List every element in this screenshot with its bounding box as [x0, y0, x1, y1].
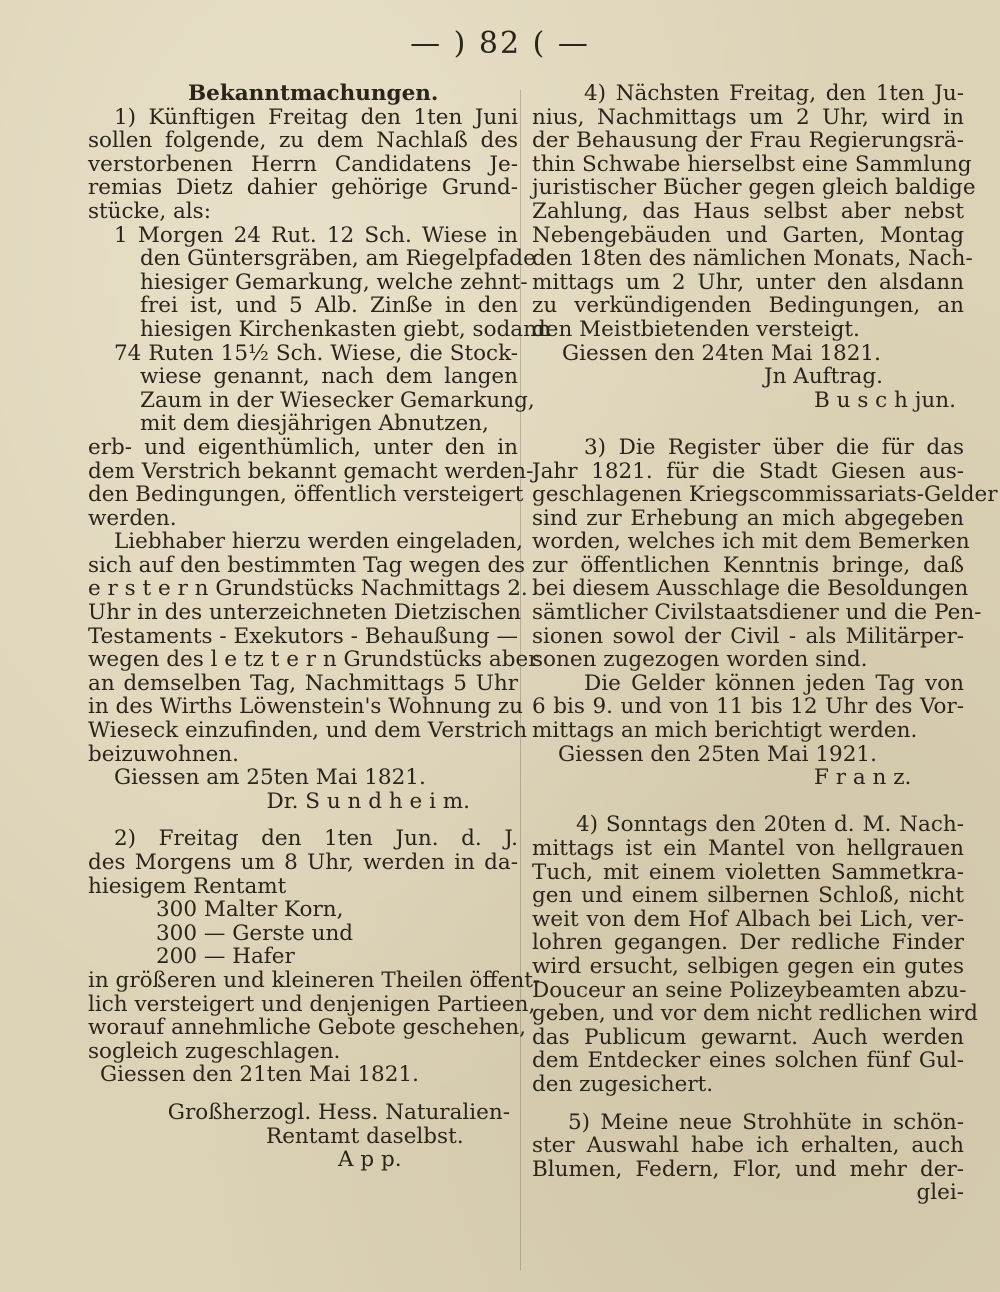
- notice-line: weit von dem Hof Albach bei Lich, ver-: [532, 906, 964, 932]
- notice-line: wegen des l e tz t e r n Grundstücks aber: [88, 647, 539, 673]
- notice-line: Douceur an seine Polizeybeamten abzu-: [532, 977, 967, 1003]
- notice-signature: Dr. S u n d h e i m.: [266, 788, 470, 814]
- notice-line: remias Dietz dahier gehörige Grund-: [88, 175, 518, 201]
- property-item-line: hiesigen Kirchenkasten giebt, sodann: [140, 316, 551, 342]
- notice-signature: A p p.: [338, 1147, 402, 1173]
- notice-line: Zahlung, das Haus selbst aber nebst: [532, 198, 964, 224]
- notice-line: Uhr in des unterzeichneten Dietzischen: [88, 600, 521, 626]
- notice-line: sich auf den bestimmten Tag wegen des: [88, 552, 526, 578]
- notice-3: [532, 434, 998, 791]
- notice-line: 4) Sonntags den 20ten d. M. Nach-: [576, 812, 964, 838]
- notice-line: bei diesem Ausschlage die Besoldungen: [532, 576, 969, 602]
- page-number-header: — ) 82 ( —: [410, 26, 590, 61]
- property-item-line: 74 Ruten 15½ Sch. Wiese, die Stock-: [114, 340, 518, 366]
- notice-line: Tuch, mit einem violetten Sammetkra-: [532, 859, 964, 885]
- notice-line: hiesigem Rentamt: [88, 873, 287, 899]
- notice-line: wird ersucht, selbigen gegen ein gutes: [532, 953, 964, 979]
- notice-line: Liebhaber hierzu werden eingeladen,: [114, 529, 524, 555]
- notice-line: erb- und eigenthümlich, unter den in: [88, 434, 518, 460]
- notice-line: den zugesichert.: [532, 1071, 714, 1097]
- property-item-line: mit dem diesjährigen Abnutzen,: [140, 411, 489, 437]
- notice-line: den Meistbietenden versteigt.: [532, 316, 860, 342]
- notice-line: Die Gelder können jeden Tag von: [584, 670, 964, 696]
- notice-2: [88, 826, 541, 1173]
- notice-4b: [532, 812, 978, 1097]
- notice-line: verstorbenen Herrn Candidatens Je-: [88, 151, 518, 177]
- notice-signature: F r a n z.: [814, 765, 912, 791]
- notice-line: lich versteigert und denjenigen Partieen,: [88, 991, 536, 1017]
- notice-line: geschlagenen Kriegscommissariats-Gelder: [532, 482, 998, 508]
- grain-item: 200 — Hafer: [156, 944, 295, 970]
- notice-line: Wieseck einzufinden, und dem Verstrich: [88, 718, 528, 744]
- notice-signature: B u s c h jun.: [814, 387, 956, 413]
- notice-line: dem Verstrich bekannt gemacht werden-: [88, 458, 534, 484]
- left-column: [88, 81, 551, 1173]
- notice-signature: Jn Auftrag.: [764, 364, 883, 390]
- notice-line: juristischer Bücher gegen gleich baldige: [532, 175, 976, 201]
- notice-line: mittags ist ein Mantel von hellgrauen: [532, 836, 964, 861]
- notice-line: den Bedingungen, öffentlich versteigert: [88, 482, 524, 508]
- notice-line: Blumen, Federn, Flor, und mehr der-: [532, 1156, 964, 1182]
- notice-line: geben, und vor dem nicht redlichen wird: [532, 1001, 978, 1027]
- notice-date: Giessen den 24ten Mai 1821.: [562, 340, 881, 366]
- notice-line: sonen zugezogen worden sind.: [532, 647, 868, 673]
- grain-item: 300 — Gerste und: [156, 920, 354, 946]
- property-item-line: hiesiger Gemarkung, welche zehnt-: [140, 269, 528, 295]
- notice-5: [532, 1111, 964, 1205]
- notice-date: Giessen am 25ten Mai 1821.: [114, 765, 426, 791]
- notice-line: mittags an mich berichtigt werden.: [532, 718, 918, 744]
- notice-line: Nebengebäuden und Garten, Montag: [532, 222, 964, 248]
- notice-line: der Behausung der Frau Regierungsrä-: [532, 128, 964, 154]
- notice-line: werden.: [88, 505, 177, 531]
- notice-line: zu verkündigenden Bedingungen, an: [532, 293, 964, 319]
- property-item-line: den Güntersgräben, am Riegelpfade: [140, 246, 536, 272]
- notice-line: worden, welches ich mit dem Bemerken: [532, 529, 970, 555]
- notice-line: 2) Freitag den 1ten Jun. d. J.: [114, 826, 518, 852]
- notice-date: Giessen den 21ten Mai 1821.: [100, 1062, 419, 1088]
- notice-line: lohren gegangen. Der redliche Finder: [532, 930, 964, 956]
- notice-line: glei-: [916, 1180, 964, 1206]
- notice-line: 6 bis 9. und von 11 bis 12 Uhr des Vor-: [532, 694, 964, 720]
- notice-line: beizuwohnen.: [88, 741, 239, 767]
- notice-line: thin Schwabe hierselbst eine Sammlung: [532, 151, 972, 177]
- notice-line: das Publicum gewarnt. Auch werden: [532, 1024, 964, 1050]
- notice-line: 4) Nächsten Freitag, den 1ten Ju-: [584, 81, 964, 106]
- notice-line: stücke, als:: [88, 198, 211, 224]
- notice-date: Giessen den 25ten Mai 1921.: [558, 741, 877, 767]
- property-item-line: frei ist, und 5 Alb. Zinße in den: [140, 293, 518, 319]
- notice-line: sind zur Erhebung an mich abgegeben: [532, 505, 964, 531]
- notice-line: in größeren und kleineren Theilen öffent-: [88, 967, 541, 993]
- notice-line: 3) Die Register über die für das: [584, 434, 964, 460]
- notice-line: in des Wirths Löwenstein's Wohnung zu: [88, 694, 523, 720]
- notice-signature: Großherzogl. Hess. Naturalien-: [167, 1099, 510, 1125]
- notice-line: an demselben Tag, Nachmittags 5 Uhr: [88, 670, 518, 696]
- property-item-line: 1 Morgen 24 Rut. 12 Sch. Wiese in: [114, 222, 518, 248]
- notice-line: sionen sowol der Civil - als Militärper-: [532, 623, 964, 649]
- notice-line: mittags um 2 Uhr, unter den alsdann: [532, 269, 964, 295]
- section-heading: Bekanntmachungen.: [188, 81, 439, 106]
- notice-line: nius, Nachmittags um 2 Uhr, wird in: [532, 104, 964, 130]
- notice-line: gen und einem silbernen Schloß, nicht: [532, 883, 964, 909]
- notice-line: 5) Meine neue Strohhüte in schön-: [568, 1109, 964, 1135]
- notice-line: zur öffentlichen Kenntnis bringe, daß: [532, 552, 964, 578]
- notice-line: sämtlicher Civilstaatsdiener und die Pen-: [532, 600, 982, 626]
- notice-line: Testaments - Exekutors - Behaußung —: [88, 623, 518, 649]
- notice-line: worauf annehmliche Gebote geschehen,: [88, 1015, 526, 1041]
- right-column: [532, 81, 998, 1206]
- property-item-line: wiese genannt, nach dem langen: [140, 364, 518, 390]
- notice-line: Jahr 1821. für die Stadt Giesen aus-: [532, 458, 964, 484]
- notice-line: sollen folgende, zu dem Nachlaß des: [88, 128, 518, 154]
- notice-line: 1) Künftigen Freitag den 1ten Juni: [114, 104, 518, 130]
- notice-line: sogleich zugeschlagen.: [88, 1038, 341, 1064]
- notice-line: e r s t e r n Grundstücks Nachmittags 2.: [88, 576, 528, 602]
- grain-item: 300 Malter Korn,: [156, 897, 344, 923]
- notice-line: den 18ten des nämlichen Monats, Nach-: [532, 246, 973, 272]
- notice-4a: [532, 81, 976, 413]
- notice-line: des Morgens um 8 Uhr, werden in da-: [88, 850, 518, 875]
- notice-1: [88, 104, 551, 814]
- notice-line: ster Auswahl habe ich erhalten, auch: [532, 1133, 964, 1159]
- property-item-line: Zaum in der Wiesecker Gemarkung,: [140, 387, 535, 413]
- notice-signature: Rentamt daselbst.: [266, 1123, 464, 1149]
- notice-line: dem Entdecker eines solchen fünf Gul-: [532, 1048, 964, 1074]
